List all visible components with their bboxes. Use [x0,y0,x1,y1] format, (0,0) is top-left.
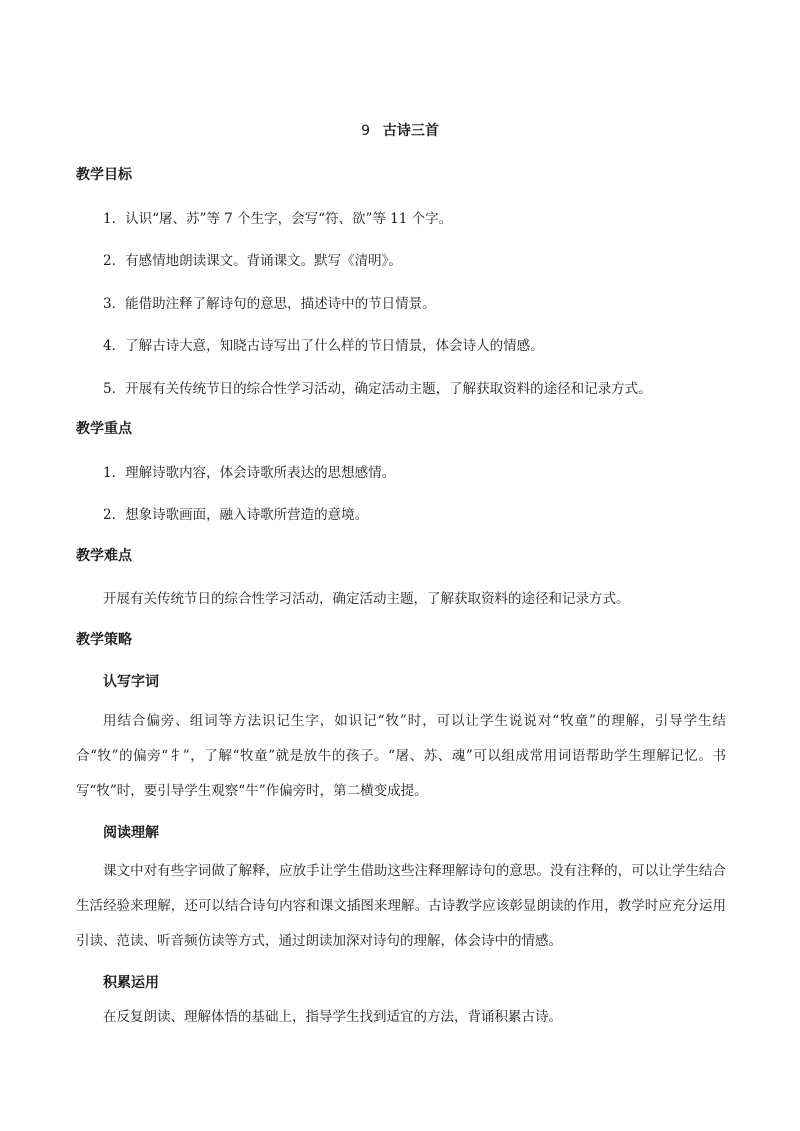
key-point-item-2: 2．想象诗歌画面，融入诗歌所营造的意境。 [103,507,369,523]
difficulties-text: 开展有关传统节日的综合性学习活动，确定活动主题，了解获取资料的途径和记录方式。 [103,591,630,607]
reading-paragraph: 课文中对有些字词做了解释，应放手让学生借助这些注释理解诗句的意思。没有注释的，可以让学生结合生活经验来理解，还可以结合诗句内容和课文插图来理解。古诗教学应该彰显朗读的作用，教学时应充分运用引读、范读、听音频仿读等方式，通过朗读加深对诗句的理解，体会诗中的情感。 [76,863,726,949]
key-points-heading: 教学重点 [76,421,132,437]
difficulties-heading: 教学难点 [76,548,132,564]
key-point-item-1: 1．理解诗歌内容，体会诗歌所表达的思想感情。 [103,465,396,481]
goal-item-4: 4．了解古诗大意，知晓古诗写出了什么样的节日情景，体会诗人的情感。 [103,338,544,354]
reading-heading: 阅读理解 [103,825,159,841]
lesson-number: 9 [361,123,371,139]
goal-item-1: 1．认识“屠、苏”等 7 个生字，会写“符、欲”等 11 个字。 [103,211,453,227]
accumulate-heading: 积累运用 [103,975,159,991]
words-paragraph: 用结合偏旁、组词等方法识记生字，如识记“牧”时，可以让学生说说对“牧童”的理解，引导学生结合“牧”的偏旁“牜”，了解“牧童”就是放牛的孩子。“屠、苏、魂”可以组成常用词语帮助学生理解记忆。书写“牧”时，要引导学生观察“牛”作偏旁时，第二横变成提。 [76,713,726,799]
lesson-title [0,120,800,140]
goal-item-5: 5．开展有关传统节日的综合性学习活动，确定活动主题，了解获取资料的途径和记录方式。 [103,381,652,397]
goals-heading: 教学目标 [76,167,132,183]
words-heading: 认写字词 [103,674,159,690]
goal-item-2: 2．有感情地朗读课文。背诵课文。默写《清明》。 [103,253,402,269]
lesson-title-text: 古诗三首 [382,123,439,139]
accumulate-paragraph: 在反复朗读、理解体悟的基础上，指导学生找到适宜的方法，背诵积累古诗。 [103,1009,562,1025]
goal-item-3: 3．能借助注释了解诗句的意思，描述诗中的节日情景。 [103,296,436,312]
strategies-heading: 教学策略 [76,632,132,648]
